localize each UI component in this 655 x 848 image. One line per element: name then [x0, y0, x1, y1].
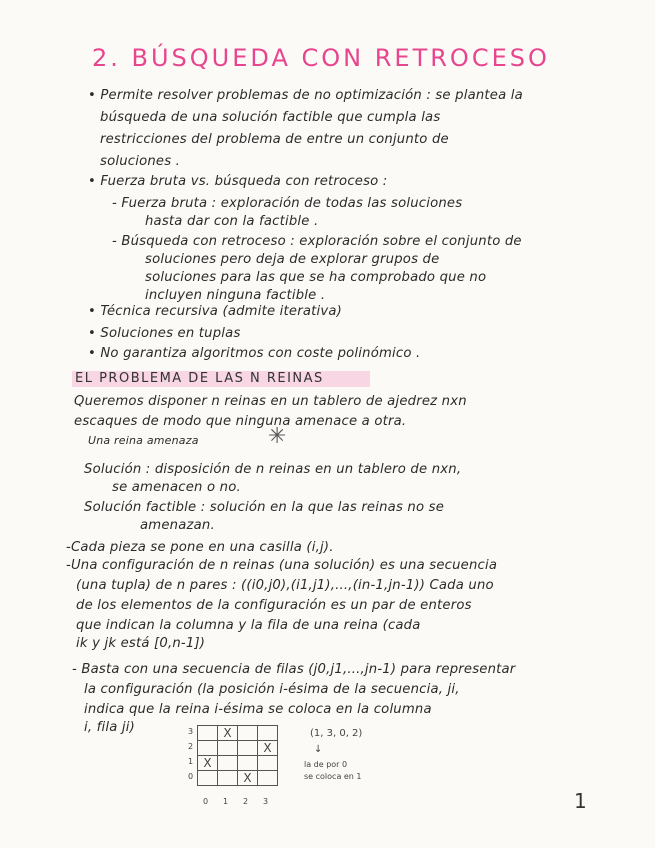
detail-3-line-3: indica que la reina i-ésima se coloca en la columna — [84, 702, 432, 717]
detail-3-line-2: la configuración (la posición i-ésima de la secuencia, ji, — [84, 682, 460, 697]
detail-2-line-2: (una tupla) de n pares : ((i0,j0),(i1,j1),...,(in-1,jn-1)) Cada uno — [76, 578, 494, 593]
board-cell — [198, 741, 218, 756]
intro-line-1: Queremos disponer n reinas en un tablero de ajedrez nxn — [74, 394, 467, 409]
section-title: EL PROBLEMA DE LAS N REINAS — [75, 371, 324, 386]
bullet-2-sub1-line-1: - Fuerza bruta : exploración de todas las soluciones — [112, 196, 463, 211]
intro-line-2: escaques de modo que ninguna amenace a otra. — [74, 414, 407, 429]
bullet-5: • No garantiza algoritmos con coste polinómico . — [88, 346, 421, 361]
threat-text: Una reina amenaza — [88, 434, 199, 447]
board-cell — [258, 726, 278, 741]
example-note-2: se coloca en 1 — [304, 772, 362, 781]
factible-line-1: Solución factible : solución en la que las reinas no se — [84, 500, 445, 515]
bullet-2-sub1-line-2: hasta dar con la factible . — [145, 214, 319, 229]
row-label-2: 2 — [188, 742, 194, 751]
board-cell — [238, 726, 258, 741]
board-cell: X — [258, 741, 278, 756]
col-label-2: 2 — [243, 797, 249, 806]
board-cell: X — [218, 726, 238, 741]
bullet-2-sub2-line-4: incluyen ninguna factible . — [145, 288, 326, 303]
bullet-1-line-4: soluciones . — [100, 154, 181, 169]
detail-3-line-1: - Basta con una secuencia de filas (j0,j1,...,jn-1) para representar — [72, 662, 516, 677]
bullet-1-line-3: restricciones del problema de entre un conjunto de — [100, 132, 449, 147]
board-cell: X — [238, 771, 258, 786]
bullet-3: • Técnica recursiva (admite iterativa) — [88, 304, 342, 319]
row-label-3: 3 — [188, 727, 194, 736]
col-label-1: 1 — [223, 797, 229, 806]
detail-2-line-5: ik y jk está [0,n-1]) — [76, 636, 206, 651]
chess-board — [197, 725, 281, 789]
factible-line-2: amenazan. — [140, 518, 215, 533]
example-arrow: ↓ — [314, 744, 323, 755]
detail-1: -Cada pieza se pone en una casilla (i,j). — [66, 540, 334, 555]
detail-3-line-4: i, fila ji) — [84, 720, 135, 735]
bullet-1-line-1: • Permite resolver problemas de no optimización : se plantea la — [88, 88, 523, 103]
row-label-0: 0 — [188, 772, 194, 781]
bullet-4: • Soluciones en tuplas — [88, 326, 241, 341]
row-label-1: 1 — [188, 757, 194, 766]
bullet-1-line-2: búsqueda de una solución factible que cumpla las — [100, 110, 441, 125]
solucion-line-2: se amenacen o no. — [112, 480, 241, 495]
bullet-2-sub2-line-2: soluciones pero deja de explorar grupos de — [145, 252, 440, 267]
bullet-2-heading: • Fuerza bruta vs. búsqueda con retroceso : — [88, 174, 388, 189]
detail-2-line-1: -Una configuración de n reinas (una solución) es una secuencia — [66, 558, 498, 573]
page-number: 1 — [574, 789, 587, 813]
detail-2-line-3: de los elementos de la configuración es un par de enteros — [76, 598, 472, 613]
col-label-3: 3 — [263, 797, 269, 806]
board-cell — [218, 741, 238, 756]
page-title: 2. BÚSQUEDA CON RETROCESO — [92, 44, 550, 72]
bullet-2-sub2-line-3: soluciones para las que se ha comprobado que no — [145, 270, 487, 285]
board-cell — [238, 756, 258, 771]
board-cell — [238, 741, 258, 756]
board-cell — [258, 756, 278, 771]
board-cell — [198, 771, 218, 786]
board-cell — [258, 771, 278, 786]
detail-2-line-4: que indican la columna y la fila de una reina (cada — [76, 618, 421, 633]
example-note-1: la de por 0 — [304, 760, 348, 769]
col-label-0: 0 — [203, 797, 209, 806]
bullet-2-sub2-line-1: - Búsqueda con retroceso : exploración sobre el conjunto de — [112, 234, 522, 249]
board-cell — [218, 771, 238, 786]
board-cell: X — [198, 756, 218, 771]
example-tuple: (1, 3, 0, 2) — [310, 728, 363, 739]
queen-moves-icon: ✳ — [268, 424, 287, 449]
board-cell — [218, 756, 238, 771]
board-cell — [198, 726, 218, 741]
solucion-line-1: Solución : disposición de n reinas en un tablero de nxn, — [84, 462, 462, 477]
